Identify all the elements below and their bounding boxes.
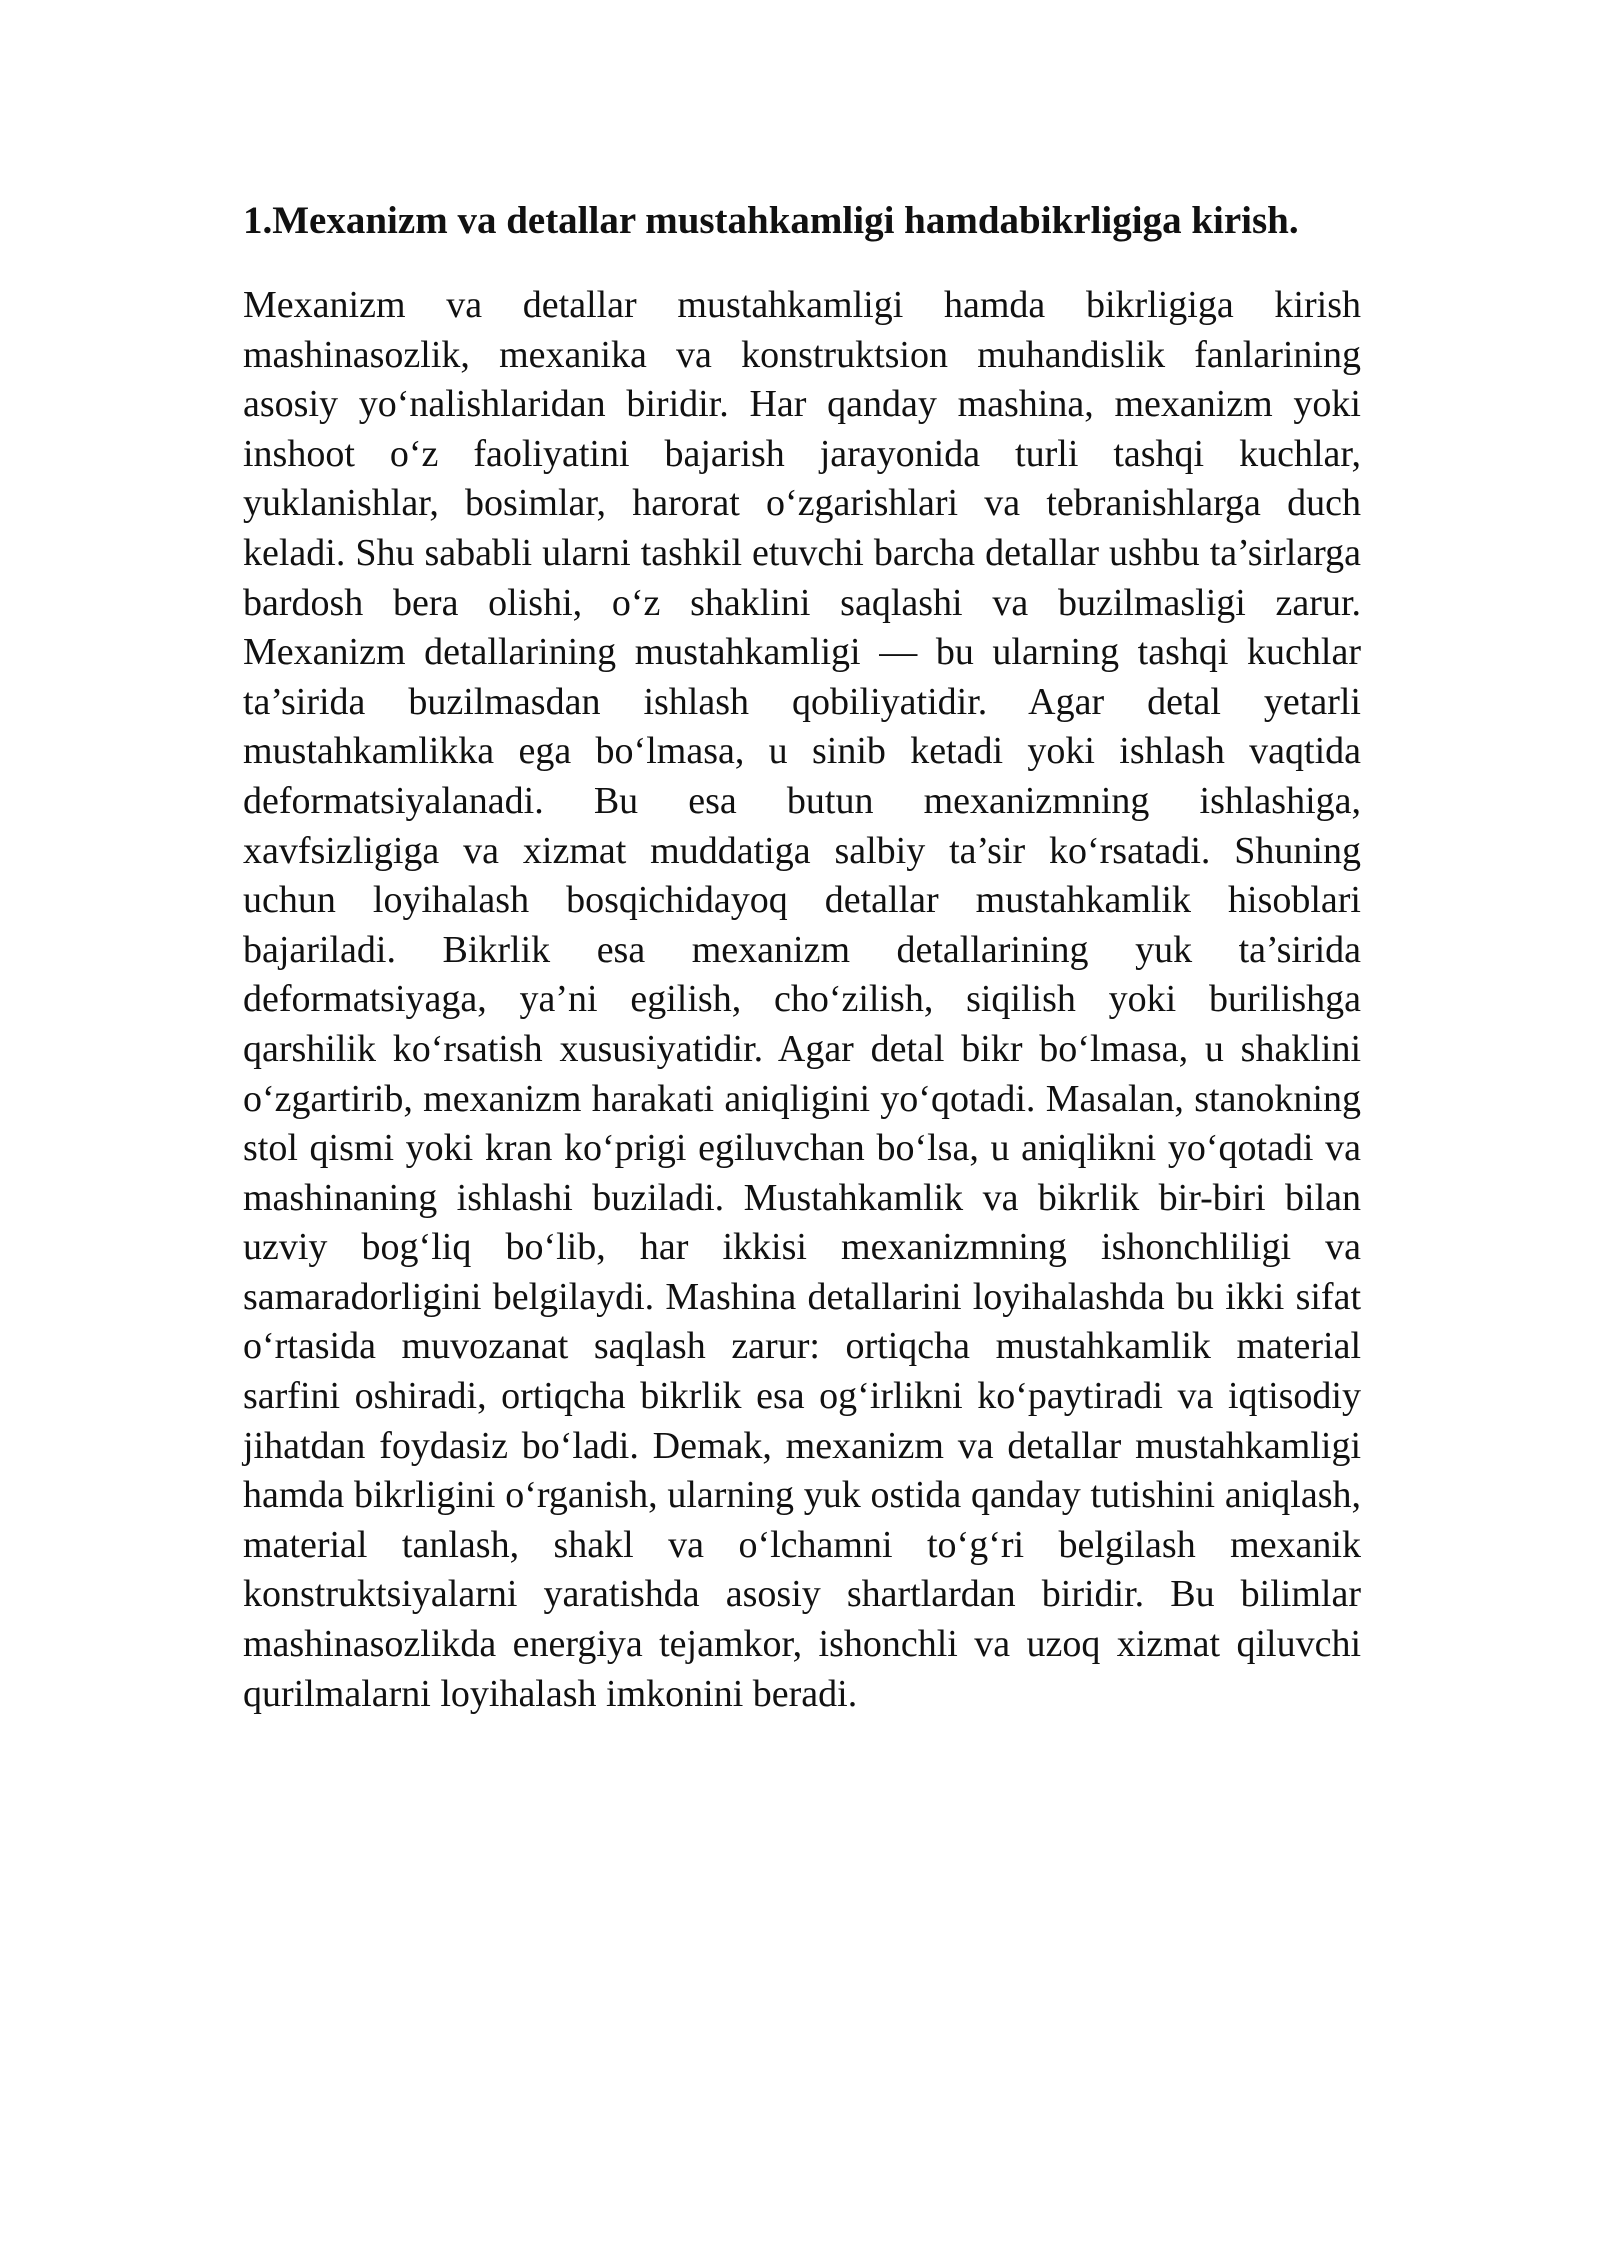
section-heading: 1.Mexanizm va detallar mustahkamligi hamdabikrligiga kirish. — [243, 199, 1299, 242]
body-paragraph: Mexanizm va detallar mustahkamligi hamda bikrligiga kirish mashinasozlik, mexanika va konstruktsion muhandislik fanlarining asosiy yo‘nalishlaridan biridir. Har qanday mashina, mexanizm yoki inshoot o‘z faoliyatini bajarish jarayonida turli tashqi kuchlar, yuklanishlar, bosimlar, harorat o‘zgarishlari va tebranishlarga duch keladi. Shu sababli ularni tashkil etuvchi barcha detallar ushbu ta’sirlarga bardosh bera olishi, o‘z shaklini saqlashi va buzilmasligi zarur. Mexanizm detallarining mustahkamligi — bu ularning tashqi kuchlar ta’sirida buzilmasdan ishlash qobiliyatidir. Agar detal yetarli mustahkamlikka ega bo‘lmasa, u sinib ketadi yoki ishlash vaqtida deformatsiyalanadi. Bu esa butun mexanizmning ishlashiga, xavfsizligiga va xizmat muddatiga salbiy ta’sir ko‘rsatadi. Shuning uchun loyihalash bosqichidayoq detallar mustahkamlik hisoblari bajariladi. Bikrlik esa mexanizm detallarining yuk ta’sirida deformatsiyaga, ya’ni egilish, cho‘zilish, siqilish yoki burilishga qarshilik ko‘rsatish xususiyatidir. Agar detal bikr bo‘lmasa, u shaklini o‘zgartirib, mexanizm harakati aniqligini yo‘qotadi. Masalan, stanokning stol qismi yoki kran ko‘prigi egiluvchan bo‘lsa, u aniqlikni yo‘qotadi va mashinaning ishlashi buziladi. Mustahkamlik va bikrlik bir-biri bilan uzviy bog‘liq bo‘lib, har ikkisi mexanizmning ishonchliligi va samaradorligini belgilaydi. Mashina detallarini loyihalashda bu ikki sifat o‘rtasida muvozanat saqlash zarur: ortiqcha mustahkamlik material sarfini oshiradi, ortiqcha bikrlik esa og‘irlikni ko‘paytiradi va iqtisodiy jihatdan foydasiz bo‘ladi. Demak, mexanizm va detallar mustahkamligi hamda bikrligini o‘rganish, ularning yuk ostida qanday tutishini aniqlash, material tanlash, shakl va o‘lchamni to‘g‘ri belgilash mexanik konstruktsiyalarni yaratishda asosiy shartlardan biridir. Bu bilimlar mashinasozlikda energiya tejamkor, ishonchli va uzoq xizmat qiluvchi qurilmalarni loyihalash imkonini beradi. — [243, 284, 1361, 1715]
page-content — [243, 196, 1361, 1719]
